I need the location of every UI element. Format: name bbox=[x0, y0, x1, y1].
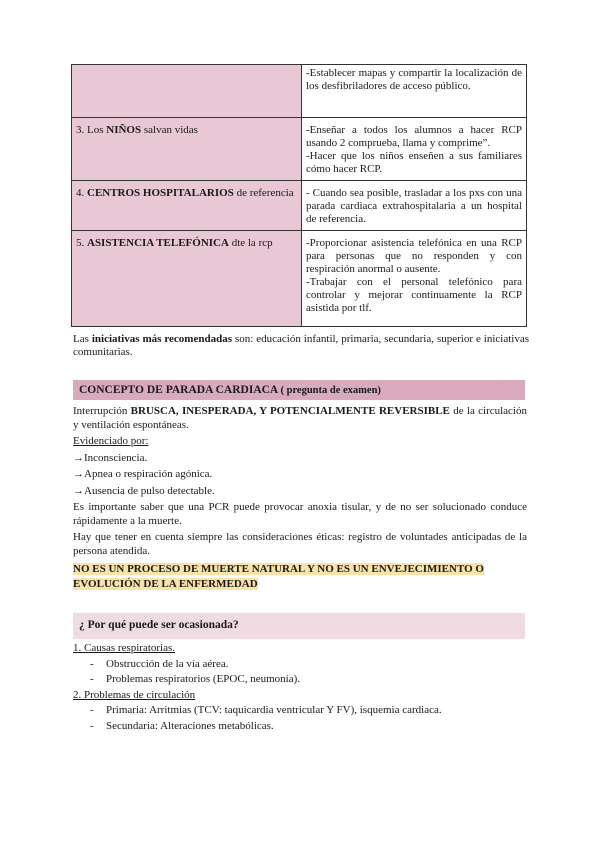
anoxia-paragraph: Es importante saber que una PCR puede provocar anoxia tisular, y de no ser solucionado conduce rápidamente a la muerte. bbox=[73, 501, 527, 527]
table-cell-left bbox=[72, 181, 302, 231]
table-row bbox=[72, 231, 527, 327]
list-item bbox=[73, 673, 527, 687]
dash-bullet: - bbox=[90, 704, 94, 716]
table-cell-left bbox=[72, 231, 302, 327]
cause-group-title bbox=[73, 642, 527, 656]
evidenced-label bbox=[73, 435, 527, 449]
highlight-statement bbox=[73, 562, 527, 592]
cell-line: -Enseñar a todos los alumnos a hacer RCP usando 2 comprueba, llama y comprime”. bbox=[306, 124, 522, 149]
row-label-rest: de referencia bbox=[233, 187, 294, 199]
definition-bold: BRUSCA, INESPERADA, Y POTENCIALMENTE REVERSIBLE bbox=[130, 405, 450, 417]
table-cell-right bbox=[302, 65, 527, 118]
cell-line: -Trabajar con el personal telefónico para controlar y mejorar continuamente la RCP asistida por tlf. bbox=[306, 276, 522, 314]
definition-text: Interrupción bbox=[73, 405, 131, 417]
list-item bbox=[73, 720, 527, 734]
table-cell-left bbox=[72, 65, 302, 118]
table-cell-left bbox=[72, 118, 302, 181]
heading-text: CONCEPTO DE PARADA CARDIACA bbox=[79, 384, 281, 396]
cause-group-text: 1. Causas respiratorias. bbox=[73, 642, 176, 654]
rcp-initiatives-table bbox=[71, 64, 527, 327]
dash-bullet: - bbox=[90, 657, 94, 670]
heading-note: ( pregunta de examen) bbox=[280, 385, 381, 396]
list-item-text: Secundaria: Alteraciones metabólicas. bbox=[106, 719, 274, 732]
evidenced-text: Evidenciado por: bbox=[73, 435, 149, 447]
list-item bbox=[73, 704, 527, 718]
row-number: 4. bbox=[76, 187, 87, 199]
row-number: 5. bbox=[76, 237, 87, 249]
section-heading-causes: ¿ Por qué puede ser ocasionada? bbox=[73, 613, 525, 639]
list-item-text: Primaria: Arritmias (TCV: taquicardia ventricular Y FV), isquemia cardiaca. bbox=[106, 704, 442, 716]
cell-line: -Establecer mapas y compartir la localización de los desfibriladores de acceso público. bbox=[306, 67, 522, 92]
row-label-rest: salvan vidas bbox=[141, 124, 198, 136]
row-keyword: ASISTENCIA TELEFÓNICA bbox=[87, 237, 229, 249]
row-keyword: NIÑOS bbox=[106, 124, 142, 136]
sign-item: →Inconsciencia. bbox=[73, 451, 148, 464]
note-bold: iniciativas más recomendadas bbox=[91, 333, 232, 345]
note-text: son: educación infantil, primaria, secundaria, superior e iniciativas comunitarias. bbox=[73, 333, 529, 358]
cause-group-title bbox=[73, 689, 527, 703]
row-number: 3. Los bbox=[76, 124, 107, 136]
list-item-text: Problemas respiratorios (EPOC, neumonía). bbox=[106, 673, 300, 685]
table-cell-right bbox=[302, 231, 527, 327]
section-heading-concept bbox=[73, 380, 525, 400]
note-text: Las bbox=[73, 333, 92, 345]
cell-line: - Cuando sea posible, trasladar a los pxs con una parada cardiaca extrahospitalaria a un hospital de referencia. bbox=[306, 187, 522, 225]
concept-body bbox=[73, 405, 527, 592]
sign-item: →Ausencia de pulso detectable. bbox=[73, 484, 215, 497]
table-row bbox=[72, 118, 527, 181]
dash-bullet: - bbox=[90, 719, 94, 732]
row-label-rest: dte la rcp bbox=[228, 237, 273, 249]
list-item bbox=[73, 658, 527, 672]
table-cell-right bbox=[302, 118, 527, 181]
ethics-paragraph: Hay que tener en cuenta siempre las consideraciones éticas: registro de voluntades anticipadas de la persona atendida. bbox=[73, 531, 527, 557]
highlight-text: NO ES UN PROCESO DE MUERTE NATURAL Y NO ES UN ENVEJECIMIENTO O EVOLUCIÓN DE LA ENFERMEDAD bbox=[73, 563, 484, 590]
definition-paragraph bbox=[73, 405, 527, 432]
cell-line: -Hacer que los niños enseñen a sus familiares cómo hacer RCP. bbox=[306, 150, 522, 175]
row-keyword: CENTROS HOSPITALARIOS bbox=[87, 187, 234, 199]
sign-item: →Apnea o respiración agónica. bbox=[73, 468, 213, 480]
initiatives-note bbox=[73, 333, 529, 359]
table-row bbox=[72, 181, 527, 231]
list-item-text: Obstrucción de la vía aérea. bbox=[106, 657, 229, 670]
table-cell-right bbox=[302, 181, 527, 231]
table-row bbox=[72, 65, 527, 118]
cell-line: -Proporcionar asistencia telefónica en una RCP para personas que no responden y con respiración anormal o ausente. bbox=[306, 237, 522, 275]
definition-text: de la circulación y ventilación espontáneas. bbox=[73, 405, 527, 431]
cause-group-text: 2. Problemas de circulación bbox=[73, 688, 196, 701]
causes-body bbox=[73, 642, 527, 733]
dash-bullet: - bbox=[90, 673, 94, 685]
